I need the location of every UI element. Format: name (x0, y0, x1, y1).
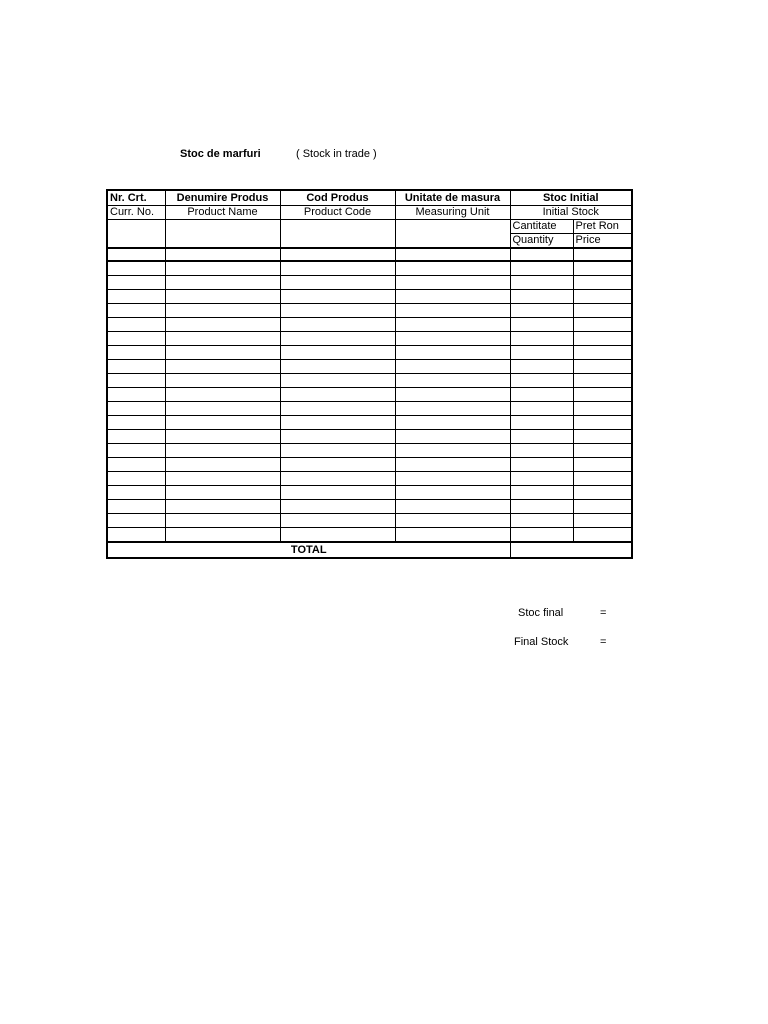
table-cell (280, 360, 395, 374)
header-code-en: Product Code (280, 206, 395, 220)
table-row (107, 332, 632, 346)
final-stock-equals-ro: = (600, 607, 607, 619)
table-cell (280, 248, 395, 261)
table-cell (573, 290, 632, 304)
table-cell (510, 360, 573, 374)
header-stock-en: Initial Stock (510, 206, 632, 220)
table-cell (165, 332, 280, 346)
table-cell (395, 444, 510, 458)
table-cell (573, 472, 632, 486)
table-cell (573, 332, 632, 346)
final-stock-label-en: Final Stock (514, 636, 569, 648)
table-row (107, 290, 632, 304)
table-row (107, 472, 632, 486)
subheader-qty-en: Quantity (510, 234, 573, 249)
table-cell (107, 360, 165, 374)
final-stock-label-ro: Stoc final (518, 607, 564, 619)
header-code: Cod Produs (280, 190, 395, 206)
table-cell (510, 528, 573, 543)
table-cell (510, 318, 573, 332)
table-cell (107, 304, 165, 318)
table-cell (165, 290, 280, 304)
table-cell (395, 486, 510, 500)
table-row (107, 374, 632, 388)
table-cell (395, 332, 510, 346)
table-cell (573, 346, 632, 360)
table-cell (107, 444, 165, 458)
table-cell (573, 388, 632, 402)
table-row (107, 318, 632, 332)
table-row (107, 360, 632, 374)
table-cell (395, 374, 510, 388)
table-cell (280, 528, 395, 543)
table-cell (573, 402, 632, 416)
table-cell (107, 318, 165, 332)
final-stock-equals-en: = (600, 636, 607, 648)
table-cell (510, 472, 573, 486)
table-cell (510, 458, 573, 472)
table-cell (280, 374, 395, 388)
header-unit: Unitate de masura (395, 190, 510, 206)
document-title-translation: ( Stock in trade ) (296, 148, 377, 160)
table-cell (280, 346, 395, 360)
table-row (107, 514, 632, 528)
table-cell (280, 332, 395, 346)
table-cell (280, 388, 395, 402)
table-row (107, 416, 632, 430)
table-cell (573, 374, 632, 388)
table-cell (107, 416, 165, 430)
table-cell (510, 514, 573, 528)
table-cell (395, 304, 510, 318)
table-cell (395, 360, 510, 374)
table-row (107, 486, 632, 500)
header-row-en (107, 206, 632, 220)
table-cell (395, 472, 510, 486)
table-cell (395, 290, 510, 304)
table-cell (395, 261, 510, 276)
subheader-price: Pret Ron (573, 220, 632, 234)
table-cell (395, 500, 510, 514)
table-cell (395, 514, 510, 528)
table-cell (510, 261, 573, 276)
header-nr-en: Curr. No. (107, 206, 165, 220)
document-title: Stoc de marfuri (180, 148, 261, 160)
table-cell (510, 500, 573, 514)
table-cell (165, 430, 280, 444)
table-cell (395, 402, 510, 416)
table-cell (107, 248, 165, 261)
table-cell (573, 430, 632, 444)
table-cell (107, 458, 165, 472)
table-cell (165, 261, 280, 276)
table-cell (395, 318, 510, 332)
table-cell (280, 458, 395, 472)
table-cell (280, 500, 395, 514)
table-cell (280, 486, 395, 500)
table-cell (165, 472, 280, 486)
table-cell (573, 514, 632, 528)
table-cell (165, 528, 280, 543)
table-cell (165, 388, 280, 402)
table-cell (165, 458, 280, 472)
table-cell (573, 304, 632, 318)
table-cell (280, 472, 395, 486)
table-cell (395, 458, 510, 472)
table-row (107, 528, 632, 543)
table-cell (165, 444, 280, 458)
table-cell (280, 514, 395, 528)
header-unit-en: Measuring Unit (395, 206, 510, 220)
subheader-qty: Cantitate (510, 220, 573, 234)
table-cell (573, 276, 632, 290)
table-cell (573, 318, 632, 332)
table-cell (107, 261, 165, 276)
table-row (107, 346, 632, 360)
table-cell (165, 402, 280, 416)
table-row (107, 430, 632, 444)
table-cell (510, 290, 573, 304)
table-cell (573, 528, 632, 543)
table-cell (107, 290, 165, 304)
table-cell (510, 486, 573, 500)
header-name-en: Product Name (165, 206, 280, 220)
table-row (107, 500, 632, 514)
table-cell (165, 304, 280, 318)
table-cell (107, 528, 165, 543)
table-row (107, 304, 632, 318)
table-cell (107, 486, 165, 500)
table-cell (107, 430, 165, 444)
table-cell (395, 430, 510, 444)
table-cell (107, 346, 165, 360)
subheader-empty (165, 220, 280, 249)
table-cell (395, 248, 510, 261)
table-cell (510, 276, 573, 290)
table-cell (573, 500, 632, 514)
table-row (107, 388, 632, 402)
table-cell (280, 304, 395, 318)
table-cell (395, 346, 510, 360)
table-cell (165, 416, 280, 430)
table-cell (165, 374, 280, 388)
table-cell (280, 402, 395, 416)
header-nr: Nr. Crt. (107, 190, 165, 206)
table-cell (510, 248, 573, 261)
table-cell (280, 290, 395, 304)
table-cell (165, 318, 280, 332)
table-cell (395, 416, 510, 430)
table-cell (510, 444, 573, 458)
table-cell (107, 276, 165, 290)
table-cell (510, 304, 573, 318)
table-cell (510, 346, 573, 360)
table-cell (165, 346, 280, 360)
total-label: TOTAL (107, 542, 510, 558)
table-row (107, 276, 632, 290)
table-cell (510, 416, 573, 430)
table-row (107, 458, 632, 472)
stock-table (106, 189, 633, 559)
table-cell (573, 360, 632, 374)
table-cell (510, 374, 573, 388)
subheader-empty (280, 220, 395, 249)
subheader-price-en: Price (573, 234, 632, 249)
table-cell (573, 248, 632, 261)
table-row (107, 402, 632, 416)
table-cell (165, 514, 280, 528)
table-cell (107, 332, 165, 346)
table-cell (280, 261, 395, 276)
separator-row (107, 248, 632, 261)
table-cell (280, 444, 395, 458)
subheader-empty (395, 220, 510, 249)
table-cell (165, 500, 280, 514)
table-cell (573, 486, 632, 500)
table-cell (280, 416, 395, 430)
header-stock: Stoc Initial (510, 190, 632, 206)
table-cell (395, 388, 510, 402)
header-name: Denumire Produs (165, 190, 280, 206)
table-cell (165, 276, 280, 290)
table-cell (395, 276, 510, 290)
table-cell (573, 458, 632, 472)
table-cell (107, 514, 165, 528)
table-cell (573, 261, 632, 276)
subheader-empty (107, 220, 165, 249)
table-cell (165, 486, 280, 500)
table-row (107, 261, 632, 276)
table-cell (280, 276, 395, 290)
table-cell (165, 360, 280, 374)
table-cell (510, 430, 573, 444)
header-row-ro (107, 190, 632, 206)
table-cell (280, 318, 395, 332)
table-cell (395, 528, 510, 543)
table-cell (280, 430, 395, 444)
table-cell (573, 444, 632, 458)
table-cell (107, 388, 165, 402)
total-value (510, 542, 632, 558)
total-row (107, 542, 632, 558)
table-cell (107, 402, 165, 416)
table-cell (165, 248, 280, 261)
table-cell (510, 388, 573, 402)
table-row (107, 444, 632, 458)
table-cell (107, 472, 165, 486)
table-cell (510, 332, 573, 346)
table-cell (510, 402, 573, 416)
table-cell (573, 416, 632, 430)
table-cell (107, 374, 165, 388)
subheader-row-ro (107, 220, 632, 234)
table-cell (107, 500, 165, 514)
